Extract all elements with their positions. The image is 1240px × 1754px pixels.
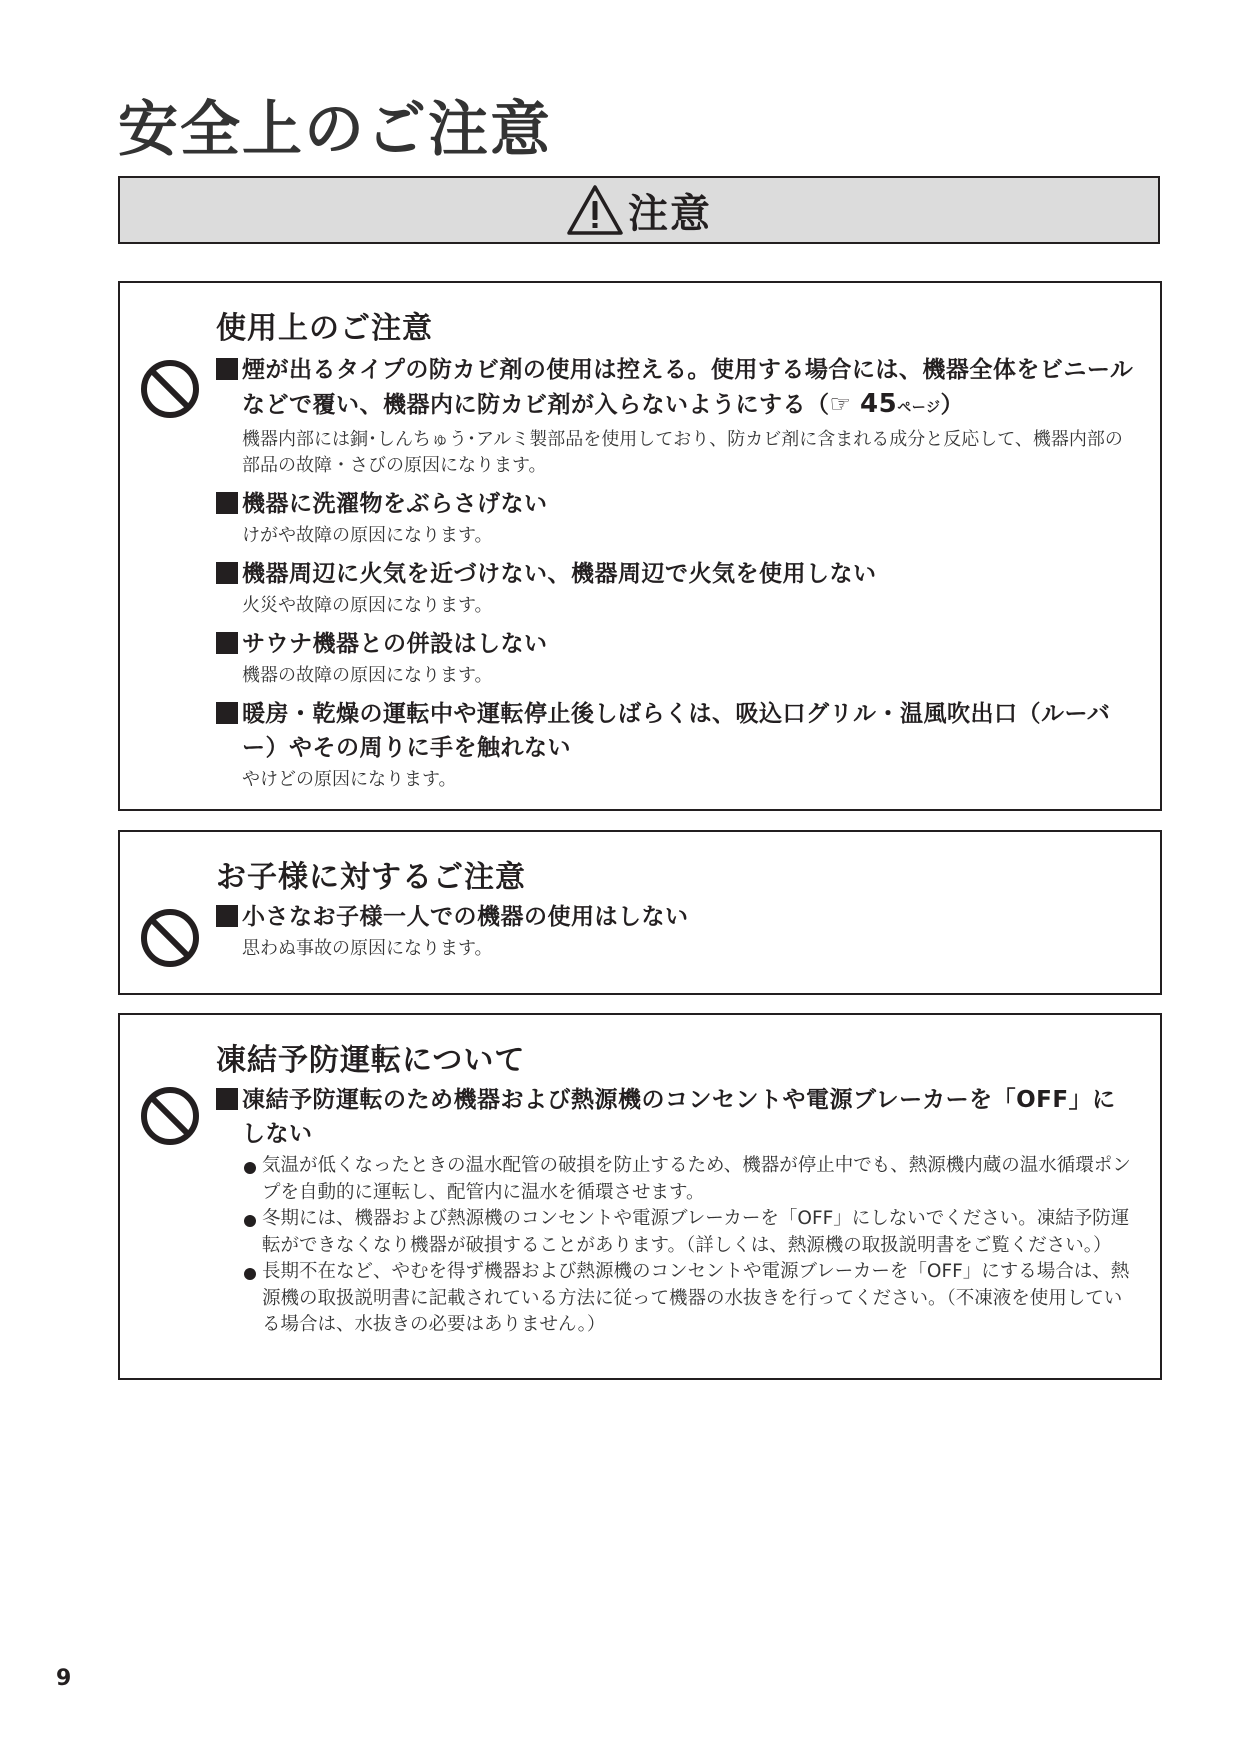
bullet-item: 気温が低くなったときの温水配管の破損を防止するため、機器が停止中でも、熱源機内蔵の温水循環ポンプを自動的に運転し、配管内に温水を循環させます。 bbox=[242, 1153, 1134, 1206]
page-reference: ☞ 45ページ） bbox=[829, 389, 964, 419]
section-usage-cautions bbox=[118, 281, 1162, 811]
section-title: お子様に対するご注意 bbox=[216, 860, 526, 895]
section-title: 凍結予防運転について bbox=[216, 1043, 526, 1078]
page-title: 安全上のご注意 bbox=[118, 95, 552, 165]
item-title: 小さなお子様一人での機器の使用はしない bbox=[216, 900, 1134, 934]
item-note: やけどの原因になります。 bbox=[242, 769, 457, 790]
item-title: 機器に洗濯物をぶらさげない bbox=[216, 487, 1134, 521]
section-child-cautions bbox=[118, 830, 1162, 995]
bullet-item: 長期不在など、やむを得ず機器および熱源機のコンセントや電源ブレーカーを「OFF」にする場合は、熱源機の取扱説明書に記載されている方法に従って機器の水抜きを行ってください。（不凍液を使用している場合は、水抜きの必要はありません。） bbox=[242, 1259, 1134, 1339]
prohibition-icon bbox=[139, 1085, 201, 1147]
item-note: けがや故障の原因になります。 bbox=[242, 525, 493, 546]
item-title: 機器周辺に火気を近づけない、機器周辺で火気を使用しない bbox=[216, 557, 1134, 591]
warning-triangle-icon bbox=[566, 184, 624, 236]
caution-banner-label: 注意 bbox=[628, 190, 712, 237]
prohibition-icon bbox=[139, 907, 201, 969]
pointing-hand-icon: ☞ bbox=[829, 390, 852, 418]
bullet-list bbox=[242, 1153, 1134, 1339]
item-title: 煙が出るタイプの防カビ剤の使用は控える。使用する場合には、機器全体をビニールなどで覆い、機器内に防カビ剤が入らないようにする（☞ 45ページ） bbox=[216, 353, 1134, 425]
item-note: 火災や故障の原因になります。 bbox=[242, 595, 493, 616]
item-title: 凍結予防運転のため機器および熱源機のコンセントや電源ブレーカーを「OFF」にしない bbox=[216, 1083, 1134, 1151]
section-freeze-protection bbox=[118, 1013, 1162, 1380]
prohibition-icon bbox=[139, 358, 201, 420]
page-number: 9 bbox=[56, 1666, 72, 1691]
caution-banner bbox=[118, 176, 1160, 244]
section-title: 使用上のご注意 bbox=[216, 311, 433, 346]
item-note: 思わぬ事故の原因になります。 bbox=[242, 938, 493, 959]
item-title: サウナ機器との併設はしない bbox=[216, 627, 1134, 661]
item-note: 機器内部には銅･しんちゅう･アルミ製部品を使用しており、防カビ剤に含まれる成分と反応して、機器内部の部品の故障・さびの原因になります。 bbox=[242, 429, 1123, 476]
item-title: 暖房・乾燥の運転中や運転停止後しばらくは、吸込口グリル・温風吹出口（ルーバー）やその周りに手を触れない bbox=[216, 697, 1134, 765]
item-note: 機器の故障の原因になります。 bbox=[242, 665, 493, 686]
bullet-item: 冬期には、機器および熱源機のコンセントや電源ブレーカーを「OFF」にしないでください。凍結予防運転ができなくなり機器が破損することがあります。（詳しくは、熱源機の取扱説明書をご覧ください。） bbox=[242, 1206, 1134, 1259]
